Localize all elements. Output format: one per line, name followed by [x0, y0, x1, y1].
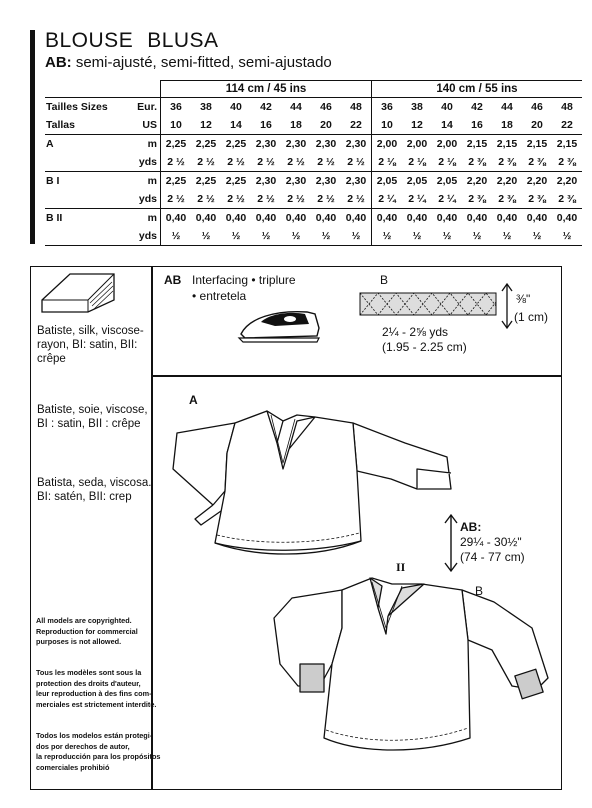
trim-width: ⅜" [516, 292, 531, 306]
row-unit: yds [132, 190, 161, 209]
eur-size: 42 [251, 98, 281, 117]
table-cell: 2 ½ [227, 193, 245, 205]
unit-us: US [132, 116, 161, 135]
table-cell: 2,00 [402, 135, 432, 154]
table-cell: 2,15 [462, 135, 492, 154]
table-cell: 2,20 [492, 172, 522, 191]
row-label: B II [45, 209, 132, 228]
eur-size: 38 [191, 98, 221, 117]
row-label: B I [45, 172, 132, 191]
table-cell: 0,40 [402, 209, 432, 228]
table-cell: ½ [522, 227, 552, 246]
table-cell: 2,20 [552, 172, 582, 191]
table-cell: 2,25 [161, 135, 192, 154]
eur-size: 36 [161, 98, 192, 117]
width-header-114: 114 cm / 45 ins [161, 81, 372, 98]
length-label: AB: [460, 520, 482, 534]
accent-bar [30, 30, 35, 244]
table-row [45, 227, 582, 246]
table-cell: ½ [161, 227, 192, 246]
table-cell: 2,30 [341, 135, 372, 154]
table-cell: 2 ⅛ [438, 156, 456, 168]
blouse-b-illustration [262, 568, 562, 768]
eur-size: 46 [311, 98, 341, 117]
row-label [45, 153, 132, 172]
table-cell: 0,40 [492, 209, 522, 228]
blouse-a-illustration [165, 393, 465, 568]
table-cell: 2,00 [432, 135, 462, 154]
table-cell: ½ [492, 227, 522, 246]
table-cell: 2 ½ [167, 156, 185, 168]
title-es: BLUSA [147, 29, 219, 52]
table-cell: 2,05 [402, 172, 432, 191]
eur-size: 46 [522, 98, 552, 117]
width-header-140: 140 cm / 55 ins [372, 81, 583, 98]
yardage-table [45, 80, 582, 246]
fabric-fr: Batiste, soie, viscose, BI : satin, BII : crêpe [37, 404, 148, 430]
table-cell: 2,30 [281, 135, 311, 154]
table-cell: 2 ⅜ [558, 193, 576, 205]
trim-label: B [380, 273, 389, 287]
copyright-es: Todos los modelos están protegi- dos por derechos de autor, la reproducción para los propósitos comerciales prohibió [36, 731, 161, 772]
row-unit: yds [132, 227, 161, 246]
us-size: 22 [341, 116, 372, 135]
interfacing-views: AB [164, 273, 182, 287]
row-unit: m [132, 172, 161, 191]
table-row-us [45, 116, 582, 135]
table-cell: 0,40 [522, 209, 552, 228]
trim-swatch [358, 290, 498, 320]
table-cell: 0,40 [552, 209, 582, 228]
table-cell: 2 ½ [287, 193, 305, 205]
table-cell: 2,15 [552, 135, 582, 154]
us-size: 14 [230, 119, 242, 131]
row-unit: m [132, 135, 161, 154]
page-title [45, 30, 233, 51]
interfacing-line2: • entretela [192, 289, 247, 303]
eur-size: 42 [462, 98, 492, 117]
table-cell: 2 ½ [341, 190, 372, 209]
fabric-es: Batista, seda, viscosa. BI: satén, BII: crep [37, 477, 152, 503]
copyright-fr: Tous les modèles sont sous la protection des droits d'auteur, leur reproduction à des fins com- merciales est strictement interdite. [36, 668, 157, 709]
table-cell: 2,30 [341, 172, 372, 191]
row-unit: m [132, 209, 161, 228]
us-size: 18 [290, 119, 302, 131]
table-cell: 2 ⅛ [378, 156, 396, 168]
table-cell: 2,25 [221, 172, 251, 191]
size-label-es: Tallas [46, 119, 75, 131]
table-cell: 2,25 [161, 172, 192, 191]
table-cell: 2,25 [221, 135, 251, 154]
view-a-label: A [189, 393, 198, 407]
length-cm: (74 - 77 cm) [460, 550, 525, 564]
table-cell: ½ [432, 227, 462, 246]
table-cell: ½ [251, 227, 281, 246]
table-cell: 0,40 [221, 209, 251, 228]
us-size: 20 [320, 119, 332, 131]
table-cell: 2,30 [311, 172, 341, 191]
eur-size: 40 [221, 98, 251, 117]
length-ins: 29¼ - 30½" [460, 535, 522, 549]
interfacing-line1: Interfacing • triplure [192, 273, 296, 287]
table-cell: 0,40 [281, 209, 311, 228]
us-size: 14 [441, 119, 453, 131]
trim-width-metric: (1 cm) [514, 310, 548, 324]
page-subtitle [45, 55, 332, 70]
eur-size: 38 [402, 98, 432, 117]
eur-size: 48 [552, 98, 582, 117]
panel-divider-h [151, 375, 561, 377]
table-cell: 2,25 [191, 172, 221, 191]
table-cell: 0,40 [191, 209, 221, 228]
trim-yardage: 2¼ - 2⅝ yds [382, 325, 449, 339]
table-cell: 2 ⅜ [468, 156, 486, 168]
eur-size: 40 [432, 98, 462, 117]
table-cell: 0,40 [372, 209, 403, 228]
table-cell: 2,05 [432, 172, 462, 191]
row-label [45, 227, 132, 246]
table-cell: ½ [402, 227, 432, 246]
table-cell: ½ [311, 227, 341, 246]
trim-width-arrow [500, 282, 514, 330]
table-cell: 2 ½ [257, 193, 275, 205]
table-cell: 2 ½ [287, 156, 305, 168]
view-b-label: B [475, 584, 484, 598]
table-cell: 2,20 [522, 172, 552, 191]
table-cell: 2 ⅜ [468, 193, 486, 205]
table-cell: 2 ¼ [408, 193, 426, 205]
table-cell: 2 ⅜ [498, 156, 516, 168]
table-cell: 0,40 [341, 209, 372, 228]
table-cell: 2,20 [462, 172, 492, 191]
us-size: 12 [411, 119, 423, 131]
length-arrow [443, 513, 459, 573]
eur-size: 44 [281, 98, 311, 117]
eur-size: 44 [492, 98, 522, 117]
table-cell: ½ [281, 227, 311, 246]
table-cell: 0,40 [251, 209, 281, 228]
table-row [45, 209, 582, 228]
row-unit: yds [132, 153, 161, 172]
trim-metric: (1.95 - 2.25 cm) [382, 340, 467, 354]
size-label: Tailles Sizes [45, 98, 132, 117]
us-size: 10 [381, 119, 393, 131]
table-cell: ½ [221, 227, 251, 246]
us-size: 10 [170, 119, 182, 131]
table-cell: 0,40 [432, 209, 462, 228]
table-cell: 2 ½ [341, 153, 372, 172]
table-cell: 2 ½ [197, 193, 215, 205]
table-cell: 0,40 [161, 209, 192, 228]
table-cell: 2 ¼ [438, 193, 456, 205]
row-label [45, 190, 132, 209]
table-cell: 2,05 [372, 172, 403, 191]
table-cell: ½ [462, 227, 492, 246]
table-cell: ½ [372, 227, 403, 246]
table-cell: 2 ½ [167, 193, 185, 205]
table-cell: ½ [552, 227, 582, 246]
row-label: A [45, 135, 132, 154]
table-cell: 2 ½ [317, 156, 335, 168]
table-cell: 2,30 [251, 135, 281, 154]
view-bii-label: II [396, 560, 406, 574]
subtitle-text: semi-ajusté, semi-fitted, semi-ajustado [75, 54, 332, 71]
us-size: 22 [561, 119, 573, 131]
table-row [45, 153, 582, 172]
table-row [45, 172, 582, 191]
panel-divider [151, 266, 153, 790]
table-cell: ½ [191, 227, 221, 246]
table-cell: 2,15 [522, 135, 552, 154]
table-cell: 2,00 [372, 135, 403, 154]
table-cell: 2 ⅜ [558, 156, 576, 168]
fabric-en: Batiste, silk, viscose- rayon, BI: satin, BII: crêpe [37, 325, 144, 365]
us-size: 16 [471, 119, 483, 131]
table-cell: 2 ⅜ [528, 156, 546, 168]
table-cell: 0,40 [311, 209, 341, 228]
fabric-bolt-icon [38, 270, 118, 316]
table-cell: 2,30 [311, 135, 341, 154]
eur-size: 48 [341, 98, 372, 117]
table-cell: 2 ⅜ [498, 193, 516, 205]
iron-icon [235, 302, 323, 344]
table-cell: 2,15 [492, 135, 522, 154]
eur-size: 36 [372, 98, 403, 117]
copyright-en: All models are copyrighted. Reproduction for commercial purposes is not allowed. [36, 616, 138, 646]
unit-eur: Eur. [132, 98, 161, 117]
table-cell: 2 ½ [317, 193, 335, 205]
table-cell: 0,40 [462, 209, 492, 228]
us-size: 20 [531, 119, 543, 131]
table-row [45, 135, 582, 154]
title-en: BLOUSE [45, 29, 134, 52]
us-size: 18 [501, 119, 513, 131]
subtitle-view: AB: [45, 54, 72, 71]
table-cell: 2 ⅛ [408, 156, 426, 168]
table-cell: ½ [341, 227, 372, 246]
table-cell: 2 ⅜ [528, 193, 546, 205]
us-size: 12 [200, 119, 212, 131]
table-cell: 2 ¼ [378, 193, 396, 205]
table-cell: 2,30 [251, 172, 281, 191]
table-cell: 2,25 [191, 135, 221, 154]
table-cell: 2 ½ [227, 156, 245, 168]
table-cell: 2 ½ [197, 156, 215, 168]
table-cell: 2,30 [281, 172, 311, 191]
us-size: 16 [260, 119, 272, 131]
table-row [45, 190, 582, 209]
table-row-eur [45, 98, 582, 117]
table-cell: 2 ½ [257, 156, 275, 168]
